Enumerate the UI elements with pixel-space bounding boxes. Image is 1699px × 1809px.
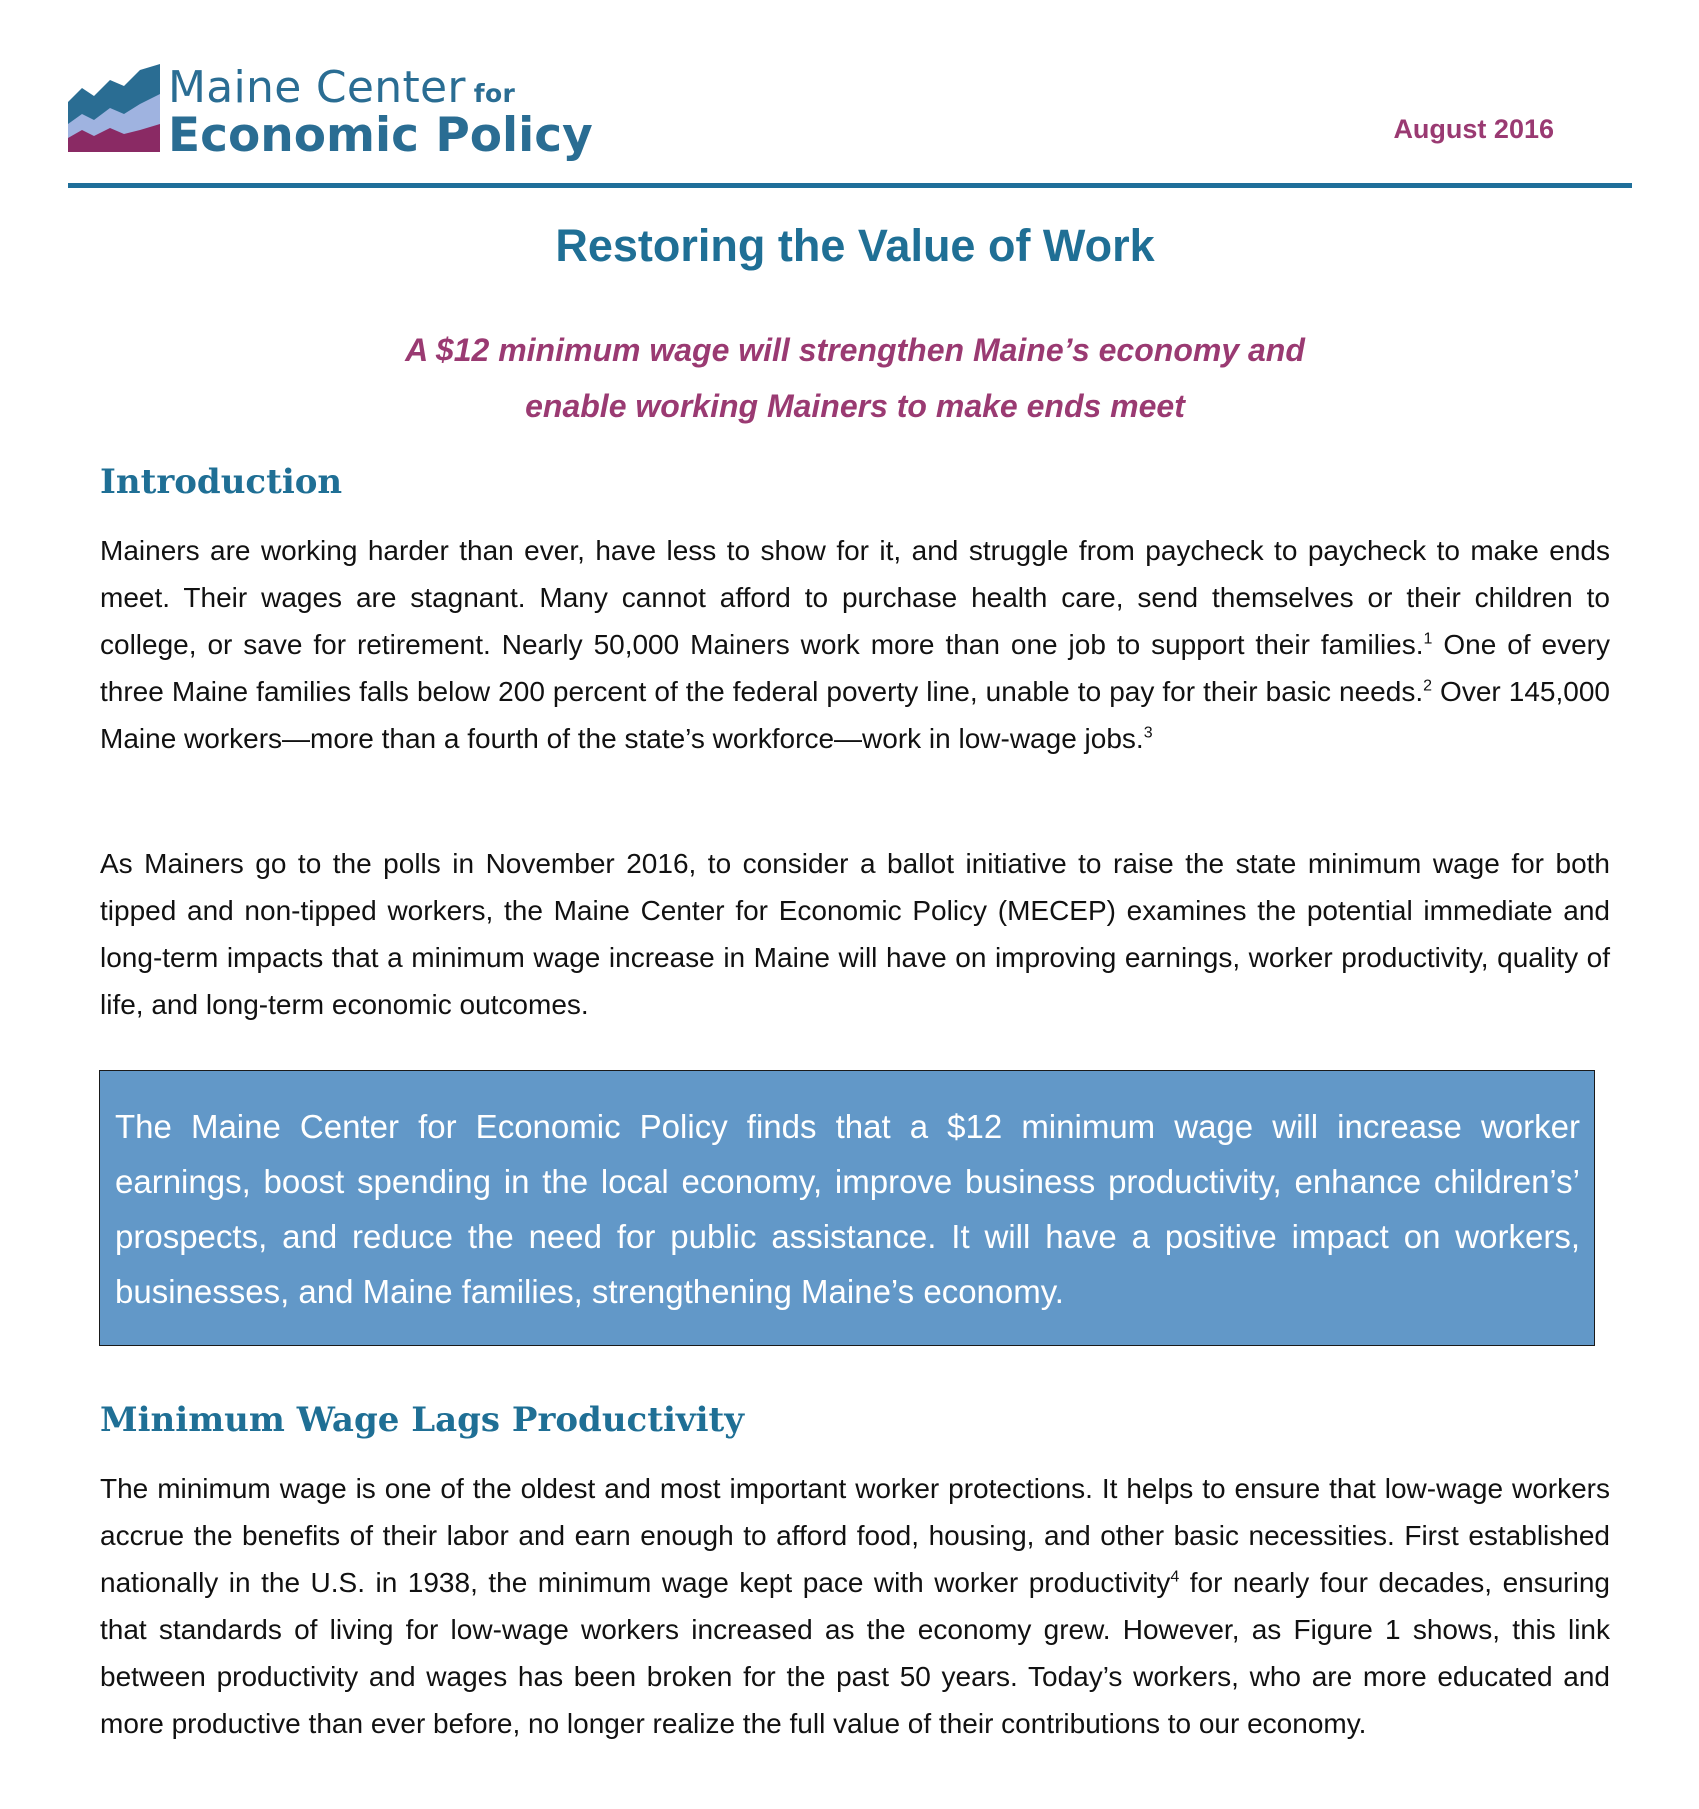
footnote-ref-2[interactable]: 2 (1423, 677, 1433, 695)
intro-paragraph-2: As Mainers go to the polls in November 2016, to consider a ballot initiative to raise the state minimum wage for both tipped and non-tipped workers, the Maine Center for Economic Policy (MECEP) examines the potential immediate and long-term impacts that a minimum wage increase in Maine will have on improving earnings, worker productivity, quality of life, and long-term economic outcomes. (100, 848, 1610, 1020)
subtitle-line-2: enable working Mainers to make ends meet (525, 388, 1185, 424)
intro-paragraph-1: Mainers are working harder than ever, have less to show for it, and struggle from paycheck to paycheck to make ends meet. Their wages are stagnant. Many cannot afford to purchase health care, send themselves or their children to college, or save for retirement. Nearly 50,000 Mainers work more than one job to support their families.$^1$ One of every three Maine families falls below 200 percent of the federal poverty line, unable to pay for their basic needs.$^2$ Over 145,000 Maine workers—more than a fourth of the state’s workforce—work in low-wage jobs.$^3$ (100, 535, 1610, 754)
logo-text-for: for (473, 79, 516, 108)
document-subtitle (0, 322, 1699, 434)
logo-chart-mark-icon (68, 64, 160, 152)
section2-paragraph-1: The minimum wage is one of the oldest and most important worker protections. It helps to ensure that low-wage workers accrue the benefits of their labor and earn enough to afford food, housing, and other basic necessities. First established nationally in the U.S. in 1938, the minimum wage kept pace with worker productivity$^4$ for nearly four decades, ensuring that standards of living for low-wage workers increased as the economy grew. However, as Figure 1 shows, this link between productivity and wages has been broken for the past 50 years. Today’s workers, who are more educated and more productive than ever before, no longer realize the full value of their contributions to our economy. (100, 1473, 1610, 1739)
heading-introduction: Introduction (100, 462, 343, 502)
callout-text: The Maine Center for Economic Policy finds that a $12 minimum wage will increase worker earnings, boost spending in the local economy, improve business productivity, enhance children’s’ prospects, and reduce the need for public assistance. It will have a positive impact on workers, businesses, and Maine families, strengthening Maine’s economy. (115, 1108, 1580, 1310)
document-title: Restoring the Value of Work (555, 220, 1155, 271)
footnote-ref-1[interactable]: 1 (1423, 630, 1433, 648)
key-finding-callout (99, 1070, 1595, 1346)
mecep-logo (68, 62, 593, 163)
heading-minimum-wage-lags: Minimum Wage Lags Productivity (100, 1400, 744, 1440)
subtitle-line-1: A $12 minimum wage will strengthen Maine’s economy and (405, 332, 1305, 368)
logo-text-line2: Economic Policy (168, 108, 593, 163)
page-header (0, 0, 1699, 200)
publication-date: August 2016 (1393, 114, 1554, 144)
footnote-ref-3[interactable]: 3 (1143, 724, 1153, 742)
logo-text-line1: Maine Center for (168, 62, 516, 113)
header-divider (68, 183, 1632, 188)
footnote-ref-4[interactable]: 4 (1170, 1568, 1180, 1586)
